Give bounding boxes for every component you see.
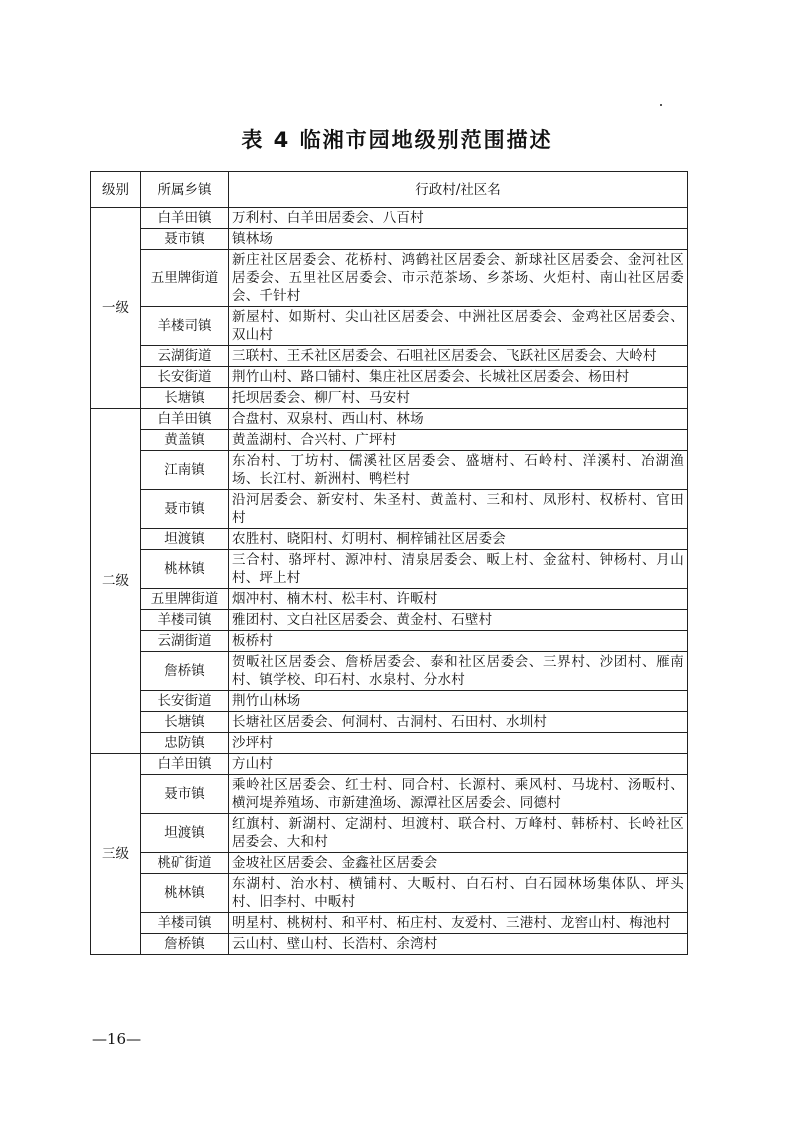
town-cell: 坦渡镇: [141, 814, 229, 853]
town-cell: 长安街道: [141, 367, 229, 388]
villages-cell: 东冶村、丁坊村、儒溪社区居委会、盛塘村、石岭村、洋溪村、冶湖渔场、长江村、新洲村、鸭栏村: [229, 451, 688, 490]
table-header-row: [91, 172, 688, 208]
town-cell: 黄盖镇: [141, 430, 229, 451]
villages-cell: 贺畈社区居委会、詹桥居委会、泰和社区居委会、三界村、沙团村、雁南村、镇学校、印石村、水泉村、分水村: [229, 652, 688, 691]
table-row: [91, 913, 688, 934]
table-row: [91, 733, 688, 754]
table-row: [91, 367, 688, 388]
table-row: [91, 307, 688, 346]
table-row: [91, 652, 688, 691]
town-cell: 詹桥镇: [141, 934, 229, 955]
villages-cell: 万利村、白羊田居委会、八百村: [229, 208, 688, 229]
table-row: [91, 529, 688, 550]
villages-cell: 沿河居委会、新安村、朱圣村、黄盖村、三和村、凤形村、权桥村、官田村: [229, 490, 688, 529]
table-row: [91, 712, 688, 733]
villages-cell: 红旗村、新湖村、定湖村、坦渡村、联合村、万峰村、韩桥村、长岭社区居委会、大和村: [229, 814, 688, 853]
villages-cell: 三联村、王禾社区居委会、石咀社区居委会、飞跃社区居委会、大岭村: [229, 346, 688, 367]
table-row: [91, 250, 688, 307]
villages-cell: 乘岭社区居委会、红士村、同合村、长源村、乘风村、马垅村、汤畈村、横河堤养殖场、市新建渔场、源潭社区居委会、同德村: [229, 775, 688, 814]
villages-cell: 荆竹山林场: [229, 691, 688, 712]
villages-cell: 烟冲村、楠木村、松丰村、许畈村: [229, 589, 688, 610]
town-cell: 云湖街道: [141, 631, 229, 652]
town-cell: 白羊田镇: [141, 754, 229, 775]
table-row: [91, 229, 688, 250]
town-cell: 长安街道: [141, 691, 229, 712]
table-row: [91, 775, 688, 814]
villages-cell: 东湖村、治水村、横铺村、大畈村、白石村、白石园林场集体队、坪头村、旧李村、中畈村: [229, 874, 688, 913]
town-cell: 长塘镇: [141, 712, 229, 733]
town-cell: 白羊田镇: [141, 208, 229, 229]
villages-cell: 三合村、骆坪村、源冲村、清泉居委会、畈上村、金盆村、钟杨村、月山村、坪上村: [229, 550, 688, 589]
table-row: [91, 346, 688, 367]
table-row: [91, 589, 688, 610]
town-cell: 羊楼司镇: [141, 913, 229, 934]
villages-cell: 合盘村、双泉村、西山村、林场: [229, 409, 688, 430]
town-cell: 聂市镇: [141, 490, 229, 529]
villages-cell: 黄盖湖村、合兴村、广坪村: [229, 430, 688, 451]
table-row: [91, 208, 688, 229]
table-row: [91, 754, 688, 775]
town-cell: 江南镇: [141, 451, 229, 490]
level-cell: 二级: [91, 409, 141, 754]
table-row: [91, 610, 688, 631]
table-body: [91, 208, 688, 955]
page-number: —16—: [92, 1030, 142, 1048]
table-row: [91, 550, 688, 589]
table-row: [91, 874, 688, 913]
villages-cell: 长塘社区居委会、何洞村、古洞村、石田村、水圳村: [229, 712, 688, 733]
town-cell: 白羊田镇: [141, 409, 229, 430]
level-cell: 三级: [91, 754, 141, 955]
town-cell: 桃林镇: [141, 874, 229, 913]
header-villages: 行政村/社区名: [229, 172, 688, 208]
header-level: 级别: [91, 172, 141, 208]
town-cell: 五里牌街道: [141, 589, 229, 610]
villages-cell: 新屋村、如斯村、尖山社区居委会、中洲社区居委会、金鸡社区居委会、双山村: [229, 307, 688, 346]
table-title: 表 4 临湘市园地级别范围描述: [241, 128, 553, 152]
town-cell: 聂市镇: [141, 775, 229, 814]
villages-cell: 沙坪村: [229, 733, 688, 754]
level-cell: 一级: [91, 208, 141, 409]
villages-cell: 云山村、壁山村、长浩村、余湾村: [229, 934, 688, 955]
header-town: 所属乡镇: [141, 172, 229, 208]
table-row: [91, 490, 688, 529]
town-cell: 桃林镇: [141, 550, 229, 589]
town-cell: 忠防镇: [141, 733, 229, 754]
villages-cell: 荆竹山村、路口铺村、集庄社区居委会、长城社区居委会、杨田村: [229, 367, 688, 388]
villages-cell: 农胜村、晓阳村、灯明村、桐梓铺社区居委会: [229, 529, 688, 550]
town-cell: 羊楼司镇: [141, 307, 229, 346]
table-row: [91, 631, 688, 652]
town-cell: 云湖街道: [141, 346, 229, 367]
table-row: [91, 409, 688, 430]
table-row: [91, 814, 688, 853]
villages-cell: 方山村: [229, 754, 688, 775]
villages-cell: 板桥村: [229, 631, 688, 652]
town-cell: 詹桥镇: [141, 652, 229, 691]
table-row: [91, 430, 688, 451]
scan-speck: [660, 104, 662, 106]
town-cell: 坦渡镇: [141, 529, 229, 550]
villages-cell: 雅团村、文白社区居委会、黄金村、石壁村: [229, 610, 688, 631]
villages-cell: 新庄社区居委会、花桥村、鸿鹤社区居委会、新球社区居委会、金河社区居委会、五里社区居委会、市示范茶场、乡茶场、火炬村、南山社区居委会、千针村: [229, 250, 688, 307]
table-row: [91, 691, 688, 712]
villages-cell: 金坡社区居委会、金鑫社区居委会: [229, 853, 688, 874]
table-row: [91, 853, 688, 874]
town-cell: 长塘镇: [141, 388, 229, 409]
town-cell: 桃矿街道: [141, 853, 229, 874]
table-row: [91, 934, 688, 955]
town-cell: 五里牌街道: [141, 250, 229, 307]
town-cell: 羊楼司镇: [141, 610, 229, 631]
table-row: [91, 451, 688, 490]
town-cell: 聂市镇: [141, 229, 229, 250]
table-row: [91, 388, 688, 409]
villages-cell: 镇林场: [229, 229, 688, 250]
villages-cell: 托坝居委会、柳厂村、马安村: [229, 388, 688, 409]
villages-cell: 明星村、桃树村、和平村、柘庄村、友爱村、三港村、龙窖山村、梅池村: [229, 913, 688, 934]
land-grade-table: [90, 171, 688, 955]
